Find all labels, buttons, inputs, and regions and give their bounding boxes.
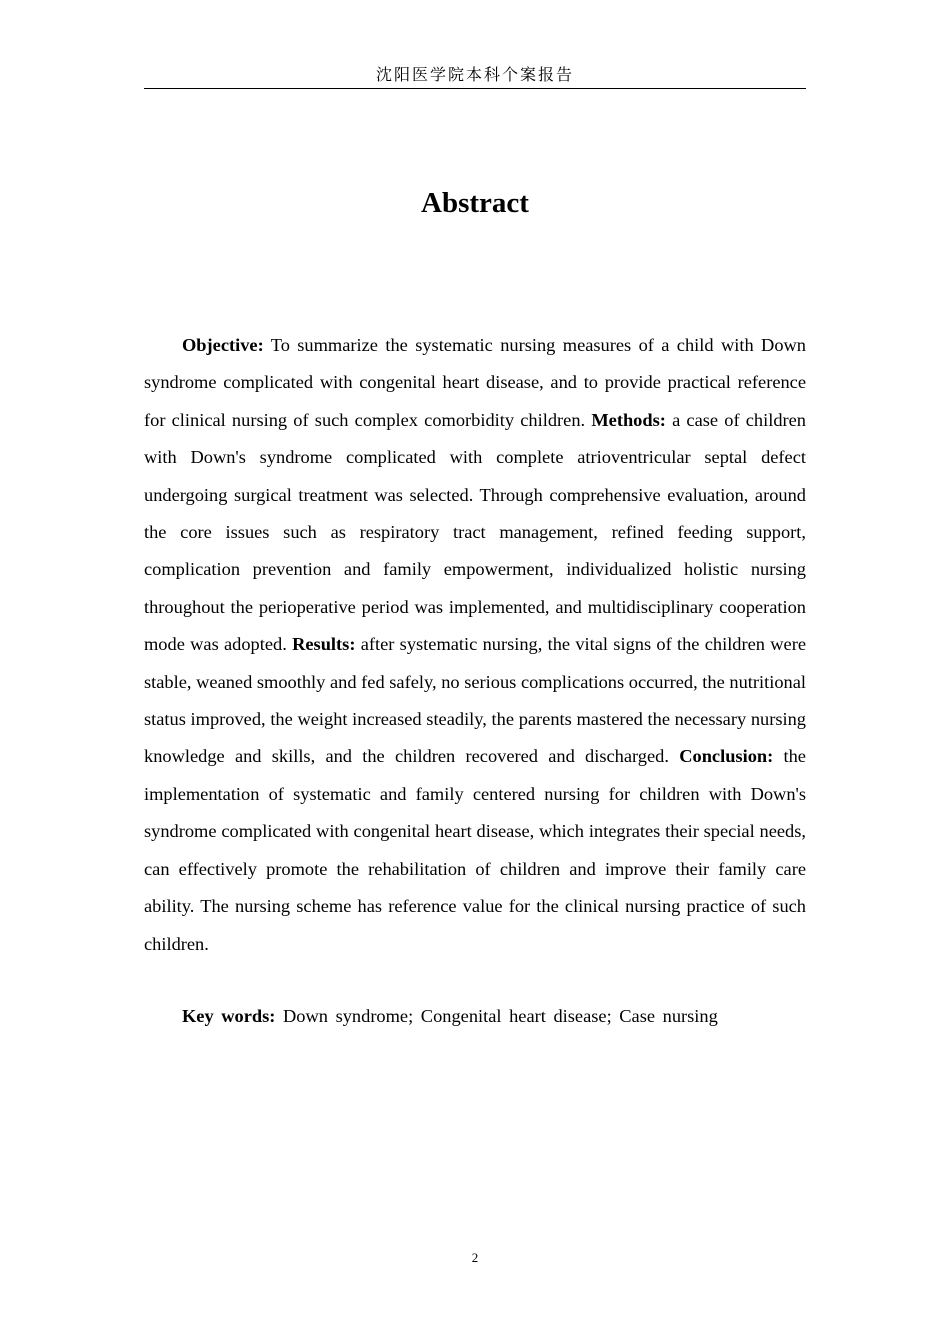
running-header: 沈阳医学院本科个案报告 xyxy=(375,65,574,84)
methods-text: a case of children with Down's syndrome complicated with complete atrioventricular septal defect undergoing surgical treatment was selected. Through comprehensive evaluation, around the core issues such as respiratory tract management, refined feeding support, complication prevention and family empowerment, individualized holistic nursing throughout the perioperative period was implemented, and multidisciplinary cooperation mode was adopted. xyxy=(144,409,807,655)
abstract-body xyxy=(144,327,806,963)
objective-label: Objective: xyxy=(182,335,264,355)
keywords-line xyxy=(144,1000,806,1032)
conclusion-text: the implementation of systematic and family centered nursing for children with Down's syndrome complicated with congenital heart disease, which integrates their special needs, can effectively promote the rehabilitation of children and improve their family care ability. The nursing scheme has reference value for the clinical nursing practice of such children. xyxy=(144,746,806,954)
page-number: 2 xyxy=(471,1250,479,1265)
methods-label: Methods: xyxy=(591,409,666,430)
header-divider xyxy=(144,88,806,89)
conclusion-label: Conclusion: xyxy=(679,746,774,767)
keywords-label: Key words: xyxy=(182,1006,276,1026)
results-label: Results: xyxy=(292,634,356,655)
keywords-text: Down syndrome; Congenital heart disease; Case nursing xyxy=(275,1006,718,1026)
abstract-title: Abstract xyxy=(421,187,529,219)
objective-text: To summarize the systematic nursing measures of a child with Down syndrome complicated with congenital heart disease, and to provide practical reference for clinical nursing of such complex comorbidity children. xyxy=(144,335,806,430)
results-text: after systematic nursing, the vital signs of the children were stable, weaned smoothly and fed safely, no serious complications occurred, the nutritional status improved, the weight increased steadily, the parents mastered the necessary nursing knowledge and skills, and the children recovered and discharged. xyxy=(144,634,806,767)
